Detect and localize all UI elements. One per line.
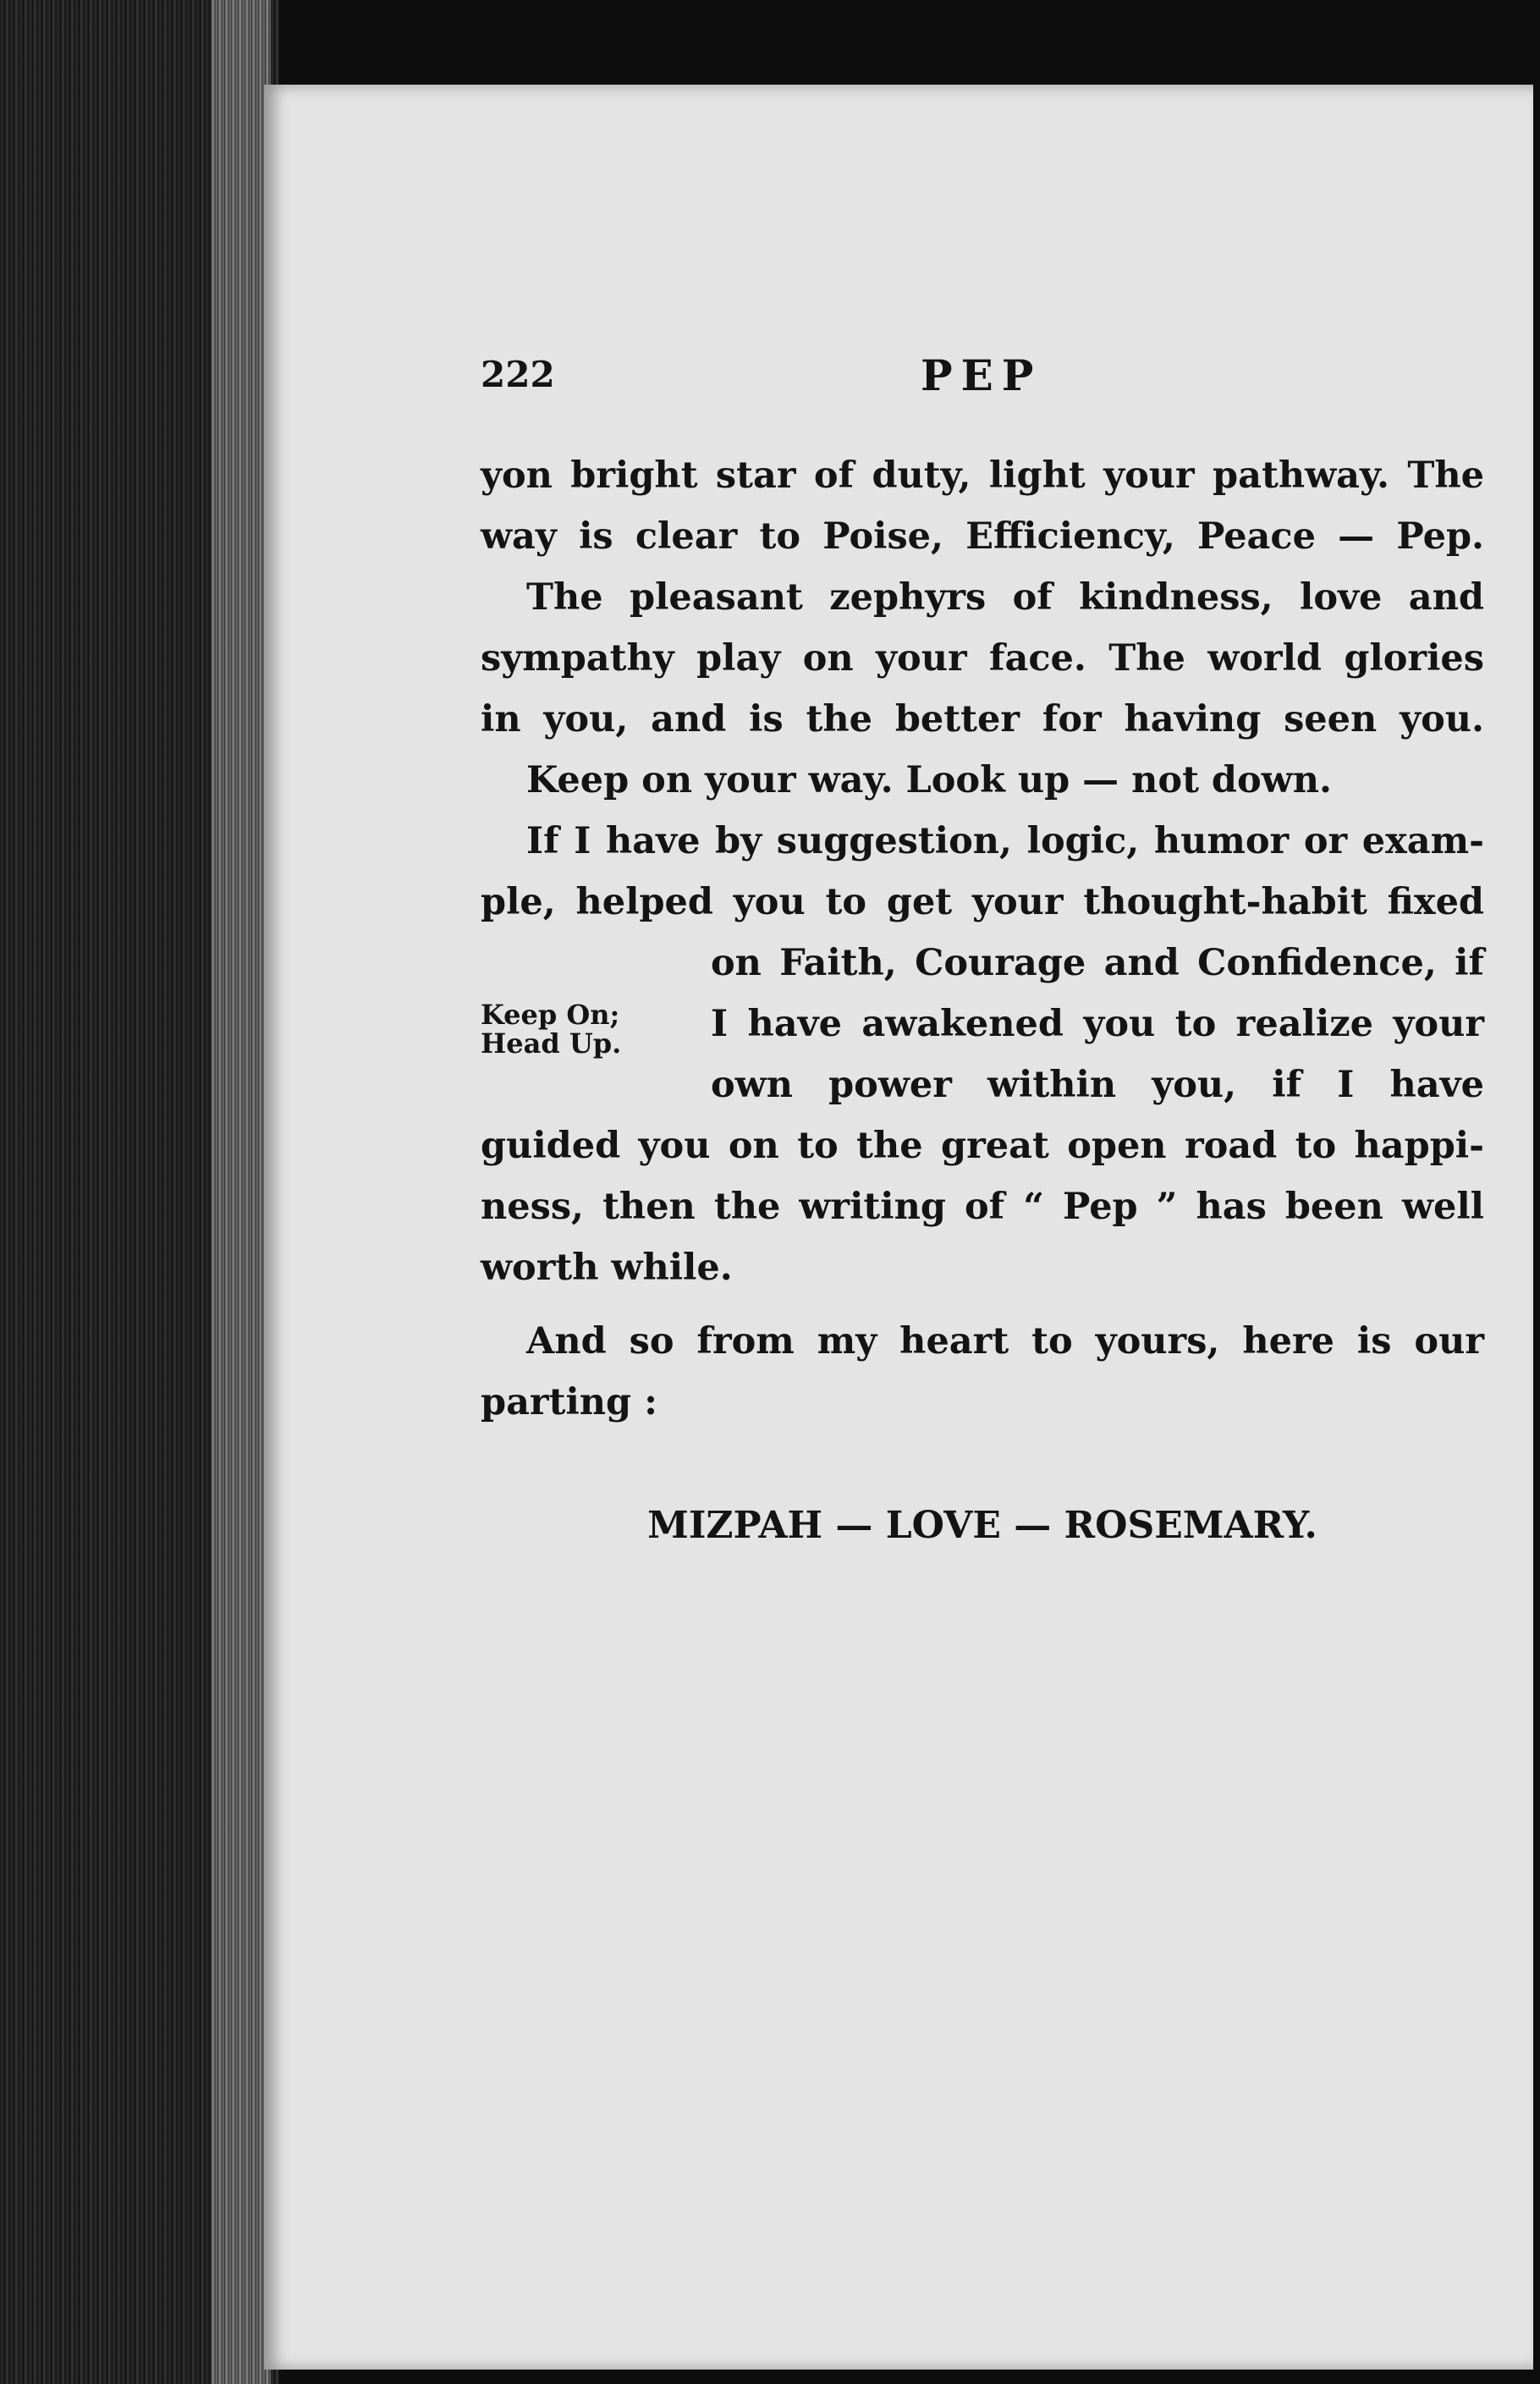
text-line: in you, and is the better for having seen you. [481,698,1484,741]
text-line: on Faith, Courage and Confidence, if [711,942,1484,984]
margin-note-line: Head Up. [481,1027,622,1060]
text-line: way is clear to Poise, Efficiency, Peace — Pep. [481,515,1484,558]
text-line: yon bright star of duty, light your pathway. The [481,454,1484,497]
text-line: sympathy play on your face. The world glories [481,637,1484,680]
running-title: PEP [921,350,1042,400]
text-line: ple, helped you to get your thought-habit fixed [481,881,1484,923]
margin-note-line: Keep On; [481,999,620,1031]
text-line: parting : [481,1381,657,1423]
text-line: And so from my heart to yours, here is our [526,1320,1484,1363]
margin-note [481,1000,684,1058]
page-edges [212,0,271,2384]
text-line: The pleasant zephyrs of kindness, love and [526,576,1484,619]
text-line: ness, then the writing of “ Pep ” has been well [481,1186,1484,1228]
text-line: Keep on your way. Look up — not down. [526,759,1332,801]
closing-line: MIZPAH — LOVE — ROSEMARY. [647,1504,1317,1547]
text-line: If I have by suggestion, logic, humor or exam- [526,820,1484,862]
text-line: I have awakened you to realize your [711,1003,1484,1045]
text-line: worth while. [481,1247,733,1289]
page-header [481,350,1484,405]
text-line: guided you on to the great open road to happi- [481,1125,1484,1167]
page-number: 222 [481,354,555,395]
text-line: own power within you, if I have [711,1064,1484,1106]
